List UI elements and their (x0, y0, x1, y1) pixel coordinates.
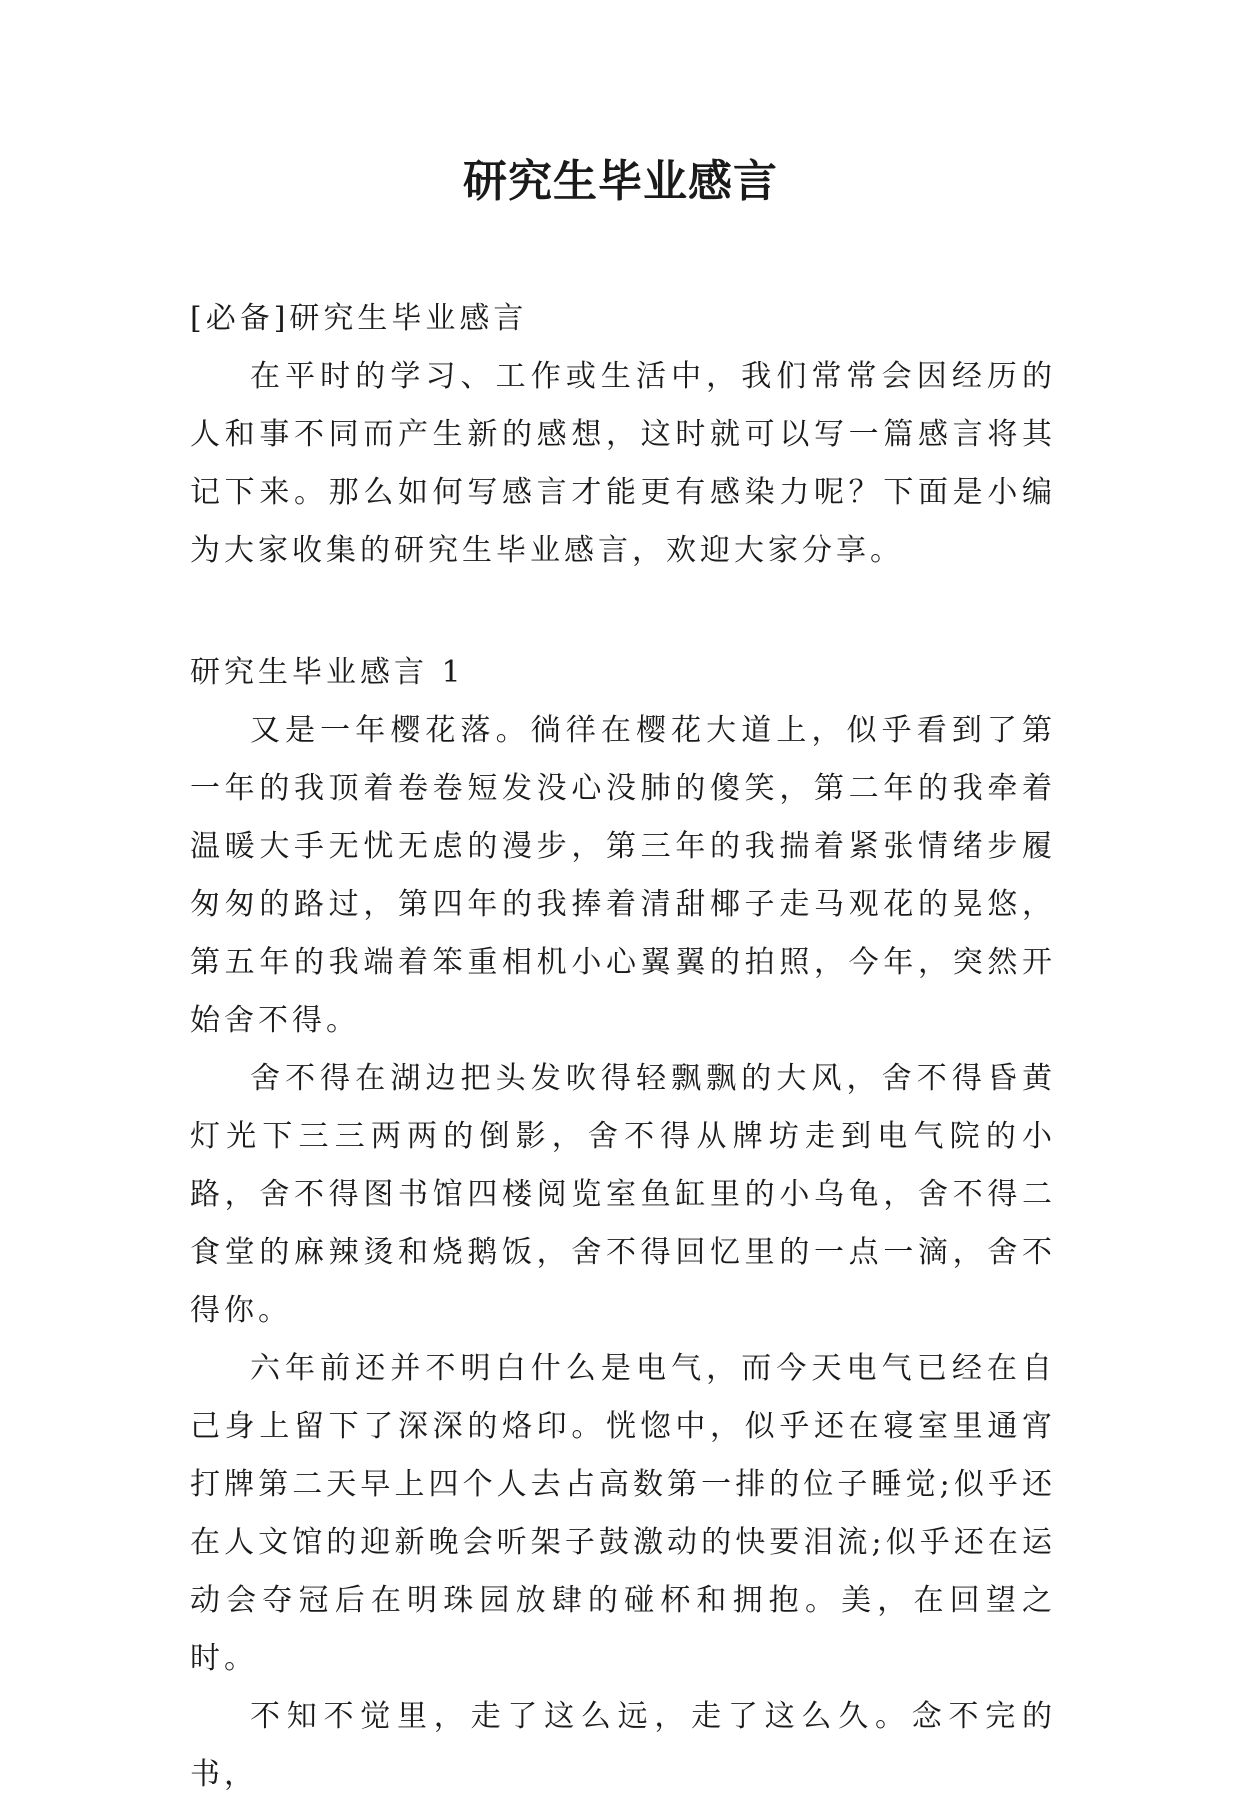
document-subtitle: [必备]研究生毕业感言 (190, 301, 528, 336)
body-paragraph: 舍不得在湖边把头发吹得轻飘飘的大风，舍不得昏黄灯光下三三两两的倒影，舍不得从牌坊走到电气院的小路，舍不得图书馆四楼阅览室鱼缸里的小乌龟，舍不得二食堂的麻辣烫和烧鹅饭，舍不得回忆里的一点一滴，舍不得你。 (190, 1061, 1056, 1328)
document-title: 研究生毕业感言 (463, 156, 778, 207)
intro-paragraph: 在平时的学习、工作或生活中，我们常常会因经历的人和事不同而产生新的感想，这时就可以写一篇感言将其记下来。那么如何写感言才能更有感染力呢？下面是小编为大家收集的研究生毕业感言，欢迎大家分享。 (190, 359, 1056, 568)
body-paragraph: 六年前还并不明白什么是电气，而今天电气已经在自己身上留下了深深的烙印。恍惚中，似乎还在寝室里通宵打牌第二天早上四个人去占高数第一排的位子睡觉;似乎还在人文馆的迎新晚会听架子鼓激动的快要泪流;似乎还在运动会夺冠后在明珠园放肆的碰杯和拥抱。美，在回望之时。 (190, 1351, 1056, 1676)
document-body (190, 290, 1056, 1804)
section-heading: 研究生毕业感言 1 (190, 655, 465, 690)
body-paragraph: 不知不觉里，走了这么远，走了这么久。念不完的书， (190, 1699, 1056, 1792)
body-paragraph: 又是一年樱花落。徜徉在樱花大道上，似乎看到了第一年的我顶着卷卷短发没心没肺的傻笑，第二年的我牵着温暖大手无忧无虑的漫步，第三年的我揣着紧张情绪步履匆匆的路过，第四年的我捧着清甜椰子走马观花的晃悠，第五年的我端着笨重相机小心翼翼的拍照，今年，突然开始舍不得。 (190, 713, 1056, 1038)
